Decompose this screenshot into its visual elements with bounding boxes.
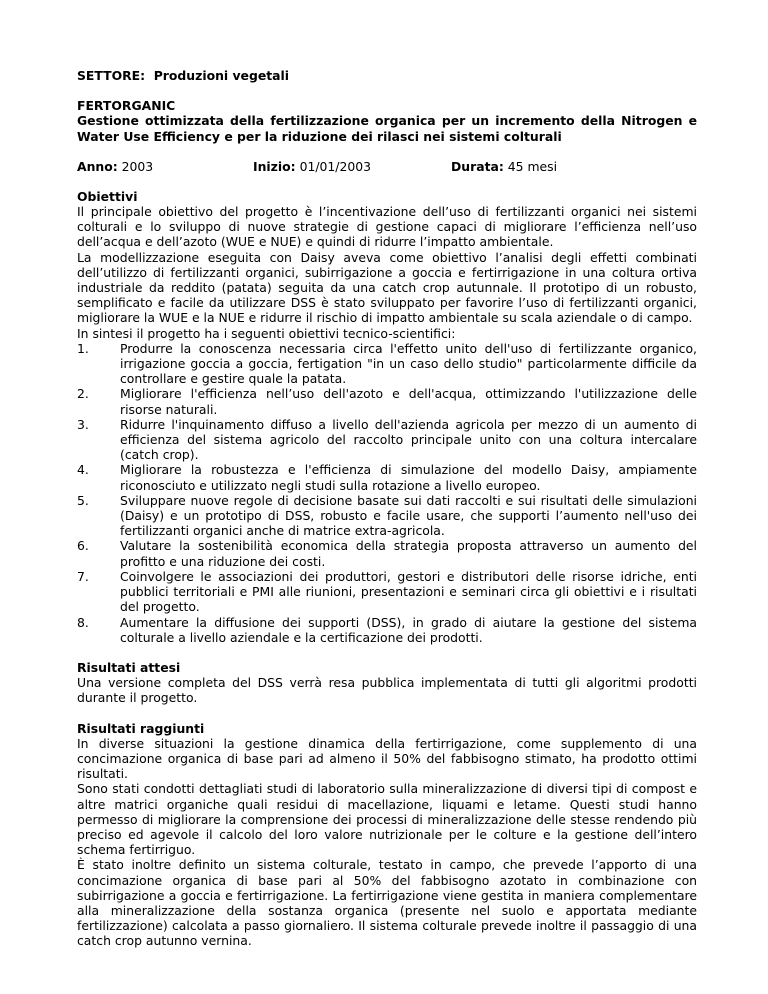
- objectives-paragraph: Il principale obiettivo del progetto è l’incentivazione dell’uso di fertilizzanti organici nei sistemi colturali e lo sviluppo di nuove strategie di gestione capaci di migliorare l’efficienza nell’uso dell’acqua e dell’azoto (WUE e NUE) e quindi di ridurre l’impatto ambientale.: [77, 204, 697, 250]
- list-item: [77, 538, 697, 568]
- item-text: Valutare la sostenibilità economica della strategia proposta attraverso un aumento del profitto e una riduzione dei costi.: [120, 538, 697, 569]
- start-value: 01/01/2003: [299, 158, 371, 174]
- item-text: Ridurre l'inquinamento diffuso a livello dell'azienda agricola per mezzo di un aumento di efficienza del sistema agricolo del raccolto principale unito con una coltura intercalare (catch crop).: [120, 416, 697, 463]
- project-title: Gestione ottimizzata della fertilizzazione organica per un incremento della Nitrogen e Water Use Efficiency e per la riduzione dei rilasci nei sistemi colturali: [77, 113, 697, 144]
- item-number: 2.: [77, 386, 89, 402]
- achieved-results-heading: Risultati raggiunti: [77, 720, 205, 736]
- item-text: Migliorare l'efficienza nell’uso dell'azoto e dell'acqua, ottimizzando l'utilizzazione delle risorse naturali.: [120, 386, 697, 417]
- item-number: 7.: [77, 568, 89, 584]
- item-number: 4.: [77, 462, 89, 478]
- item-text: Migliorare la robustezza e l'efficienza di simulazione del modello Daisy, ampiamente riconosciuto e utilizzato negli studi sulla rotazione a livello europeo.: [120, 462, 697, 493]
- list-item: [77, 386, 697, 416]
- list-item: [77, 493, 697, 539]
- item-number: 1.: [77, 340, 89, 356]
- duration-label: Durata:: [451, 158, 504, 174]
- item-text: Aumentare la diffusione dei supporti (DSS), in grado di aiutare la gestione del sistema colturale a livello aziendale e la certificazione dei prodotti.: [120, 614, 697, 645]
- achieved-results-paragraph: È stato inoltre definito un sistema colturale, testato in campo, che prevede l’apporto di una concimazione organica di base pari al 50% del fabbisogno azotato in combinazione con subirrigazione a goccia e fertirrigazione. La fertirrigazione viene gestita in maniera complementare alla mineralizzazione della sostanza organica (presente nel suolo e apportata mediante fertilizzazione) calcolata a passo giornaliero. Il sistema colturale prevede inoltre il passaggio di una catch crop autunno vernina.: [77, 857, 697, 949]
- item-number: 3.: [77, 416, 89, 432]
- start-label: Inizio:: [253, 158, 296, 174]
- document-body: [77, 68, 697, 949]
- item-text: Produrre la conoscenza necessaria circa l'effetto unito dell'uso di fertilizzante organico, irrigazione goccia a goccia, fertigation "in un caso dello studio" particolarmente difficile da controllare e gestire quale la patata.: [120, 340, 697, 387]
- item-number: 5.: [77, 492, 89, 508]
- objectives-paragraph: La modellizzazione eseguita con Daisy aveva come obiettivo l’analisi degli effetti combinati dell’utilizzo di fertilizzanti organici, subirrigazione a goccia e fertirrigazione in una coltura ortiva industriale da reddito (patata) seguita da una catch crop autunnale. Il prototipo di un robusto, semplificato e facile da utilizzare DSS è stato sviluppato per favorire l’uso di fertilizzanti organici, migliorare la WUE e la NUE e ridurre il rischio di impatto ambientale su scala aziendale o di campo.: [77, 249, 697, 326]
- item-number: 6.: [77, 538, 89, 554]
- item-text: Sviluppare nuove regole di decisione basate sui dati raccolti e sui risultati delle simulazioni (Daisy) e un prototipo di DSS, robusto e facile usare, che supporti l’aumento nell'uso dei fertilizzanti organici anche di matrice extra-agricola.: [120, 492, 697, 539]
- project-acronym: FERTORGANIC: [77, 98, 176, 114]
- objectives-paragraph: In sintesi il progetto ha i seguenti obiettivi tecnico-scientifici:: [77, 325, 456, 341]
- achieved-results-paragraph: In diverse situazioni la gestione dinamica della fertirrigazione, come supplemento di una concimazione organica di base pari ad almeno il 50% del fabbisogno stimato, ha prodotto ottimi risultati.: [77, 735, 697, 782]
- sector-line: [77, 68, 697, 83]
- list-item: [77, 417, 697, 463]
- objectives-heading: Obiettivi: [77, 188, 138, 204]
- list-item: [77, 462, 697, 492]
- sector-label: SETTORE:: [77, 68, 146, 83]
- year-field: [77, 159, 153, 174]
- duration-value: 45 mesi: [507, 158, 558, 174]
- project-meta: [77, 159, 697, 175]
- year-value: 2003: [121, 158, 154, 174]
- expected-results-heading: Risultati attesi: [77, 659, 181, 675]
- item-text: Coinvolgere le associazioni dei produttori, gestori e distributori delle risorse idriche, enti pubblici territoriali e PMI alle riunioni, presentazioni e seminari circa gli obiettivi e i risultati del progetto.: [120, 568, 697, 615]
- item-number: 8.: [77, 614, 89, 630]
- list-item: [77, 341, 697, 387]
- duration-field: [451, 159, 557, 174]
- achieved-results-paragraph: Sono stati condotti dettagliati studi di laboratorio sulla mineralizzazione di diversi tipi di compost e altre matrici organiche quali residui di macellazione, liquami e letame. Questi studi hanno permesso di migliorare la comprensione dei processi di mineralizzazione delle stesse rendendo più preciso ed agevole il calcolo del loro valore nutrizionale per le colture e la gestione dell’intero schema fertirriguo.: [77, 781, 697, 858]
- objectives-list: [77, 341, 697, 645]
- expected-results-text: Una versione completa del DSS verrà resa pubblica implementata di tutti gli algoritmi prodotti durante il progetto.: [77, 675, 697, 706]
- list-item: [77, 615, 697, 645]
- start-field: [253, 159, 371, 174]
- list-item: [77, 569, 697, 615]
- year-label: Anno:: [77, 158, 118, 174]
- sector-value: Produzioni vegetali: [153, 68, 289, 83]
